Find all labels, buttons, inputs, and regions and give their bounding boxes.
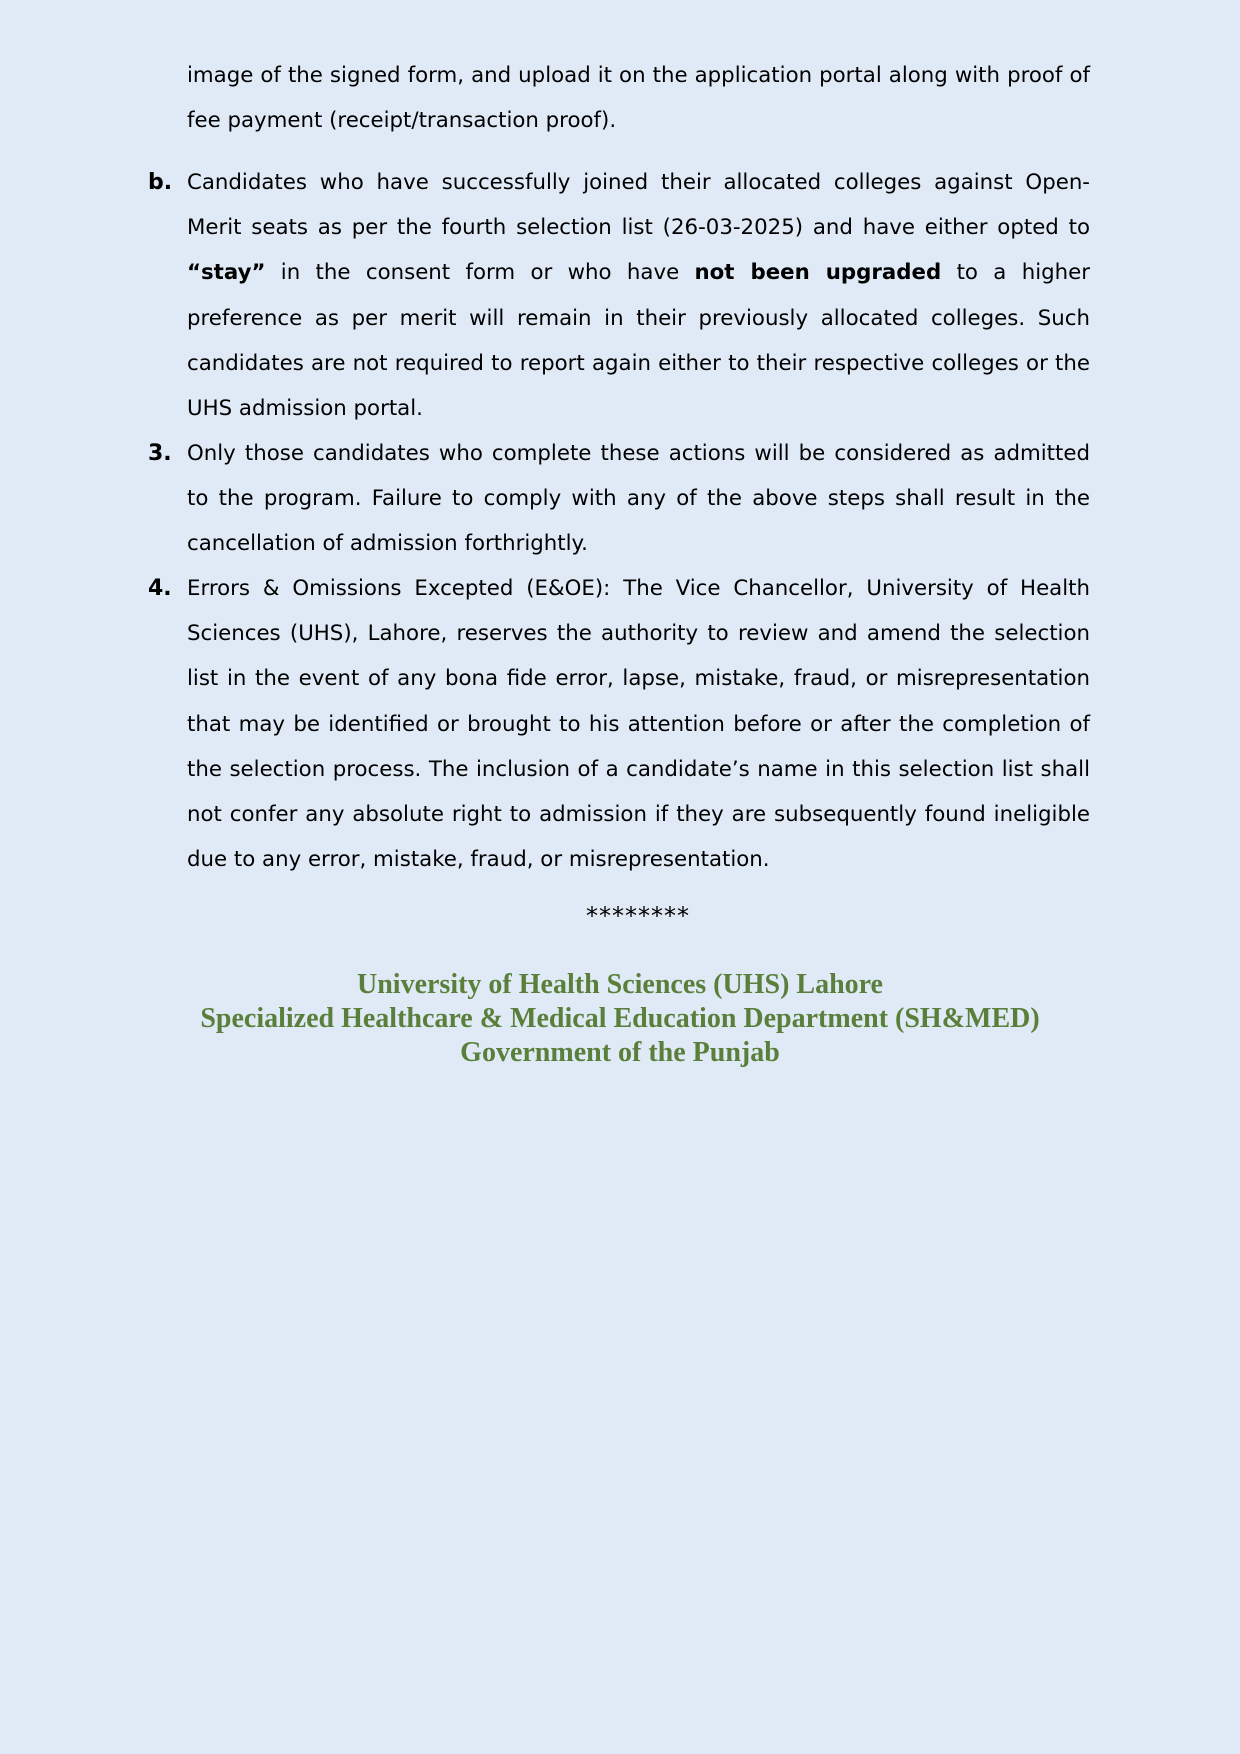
item-b-part2: in the consent form or who have [265, 260, 695, 286]
asterisk-separator: ******** [586, 902, 690, 930]
item-b-part1: Candidates who have successfully joined their allocated colleges against Open-Merit seats as per the fourth selection list (26-03-2025) and have either opted to [187, 170, 1090, 241]
list-marker-3: 3. [148, 441, 172, 466]
list-item-b-text [187, 160, 1090, 431]
item-b-bold-stay: “stay” [187, 260, 266, 286]
footer-line-government: Government of the Punjab [460, 1037, 780, 1068]
continuation-paragraph [187, 53, 1090, 143]
list-marker-b: b. [148, 170, 173, 195]
footer-signature-block [0, 968, 1240, 1070]
continuation-text: image of the signed form, and upload it on the application portal along with proof of fee payment (receipt/transaction proof). [187, 63, 1090, 134]
item-b-bold-not-upgraded: not been upgraded [694, 260, 942, 286]
footer-line-university: University of Health Sciences (UHS) Lahore [357, 969, 883, 1000]
list-marker-4: 4. [148, 576, 172, 601]
item-b-part3: to a higher preference as per merit will remain in their previously allocated colleges. Such candidates are not required to report again either to their respective colleges or the UHS admission portal. [187, 260, 1090, 422]
list-item-3-text: Only those candidates who complete these actions will be considered as admitted to the program. Failure to comply with any of the above steps shall result in the cancellation of admission forthrightly. [187, 441, 1090, 557]
footer-line-department: Specialized Healthcare & Medical Education Department (SH&MED) [200, 1003, 1040, 1034]
list-item-4-text: Errors & Omissions Excepted (E&OE): The Vice Chancellor, University of Health Sciences (UHS), Lahore, reserves the authority to review and amend the selection list in the event of any bona fide error, lapse, mistake, fraud, or misrepresentation that may be identified or brought to his attention before or after the completion of the selection process. The inclusion of a candidate’s name in this selection list shall not confer any absolute right to admission if they are subsequently found ineligible due to any error, mistake, fraud, or misrepresentation. [187, 576, 1090, 873]
